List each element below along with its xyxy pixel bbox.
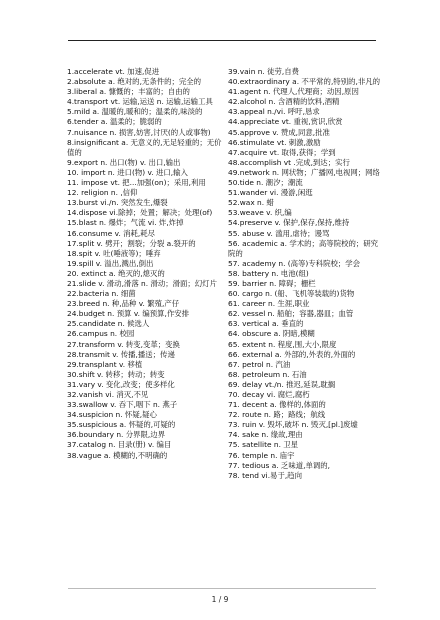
vocabulary-entry: 56. academic a. 学术的；高等院校的；研究院的 [228, 238, 379, 258]
vocabulary-entry: 61. career n. 生涯,职业 [228, 299, 310, 309]
vocabulary-entry: 78. tend vi.易于,趋向 [228, 470, 302, 480]
vocabulary-entry: 7.nuisance n. 损害,妨害,讨厌(的人或事物) [67, 127, 211, 137]
vocabulary-entry: 41.agent n. 代理人,代理商；动因,原因 [228, 87, 359, 97]
vocabulary-entry: 54.preserve v. 保护,保存,保持,维持 [228, 218, 350, 228]
vocabulary-entry: 62. vessel n. 船舶；容器,器皿；血管 [228, 309, 354, 319]
vocabulary-entry: 36.boundary n. 分界限,边界 [67, 430, 166, 440]
vocabulary-entry: 26.campus n. 校园 [67, 329, 135, 339]
vocabulary-entry: 20. extinct a. 绝灭的,熄灭的 [67, 268, 165, 278]
vocabulary-entry: 57. academy n. (高等)专科院校；学会 [228, 258, 361, 268]
vocabulary-entry: 70. decay vi. 腐烂,腐朽 [228, 390, 310, 399]
vocabulary-entry: 14.dispose vi.除掉；处置；解决；处理(of) [67, 208, 213, 218]
vocabulary-entry: 40.extraordinary a. 不平常的,特别的,非凡的 [228, 77, 380, 87]
vocabulary-entry: 71. decent a. 像样的,体面的 [228, 400, 326, 410]
vocabulary-entry: 13.burst vi./n. 突然发生,爆裂 [67, 198, 168, 208]
vocabulary-entry: 76. temple n. 庙宇 [228, 450, 295, 460]
vocabulary-entry: 45.approve v. 赞成,同意,批准 [228, 127, 330, 137]
vocabulary-entry: 50.tide n. 潮汐；潮流 [228, 178, 303, 188]
vocabulary-entry: 58. battery n. 电池(组) [228, 268, 309, 278]
vocabulary-entry: 67. petrol n. 汽油 [228, 359, 291, 369]
vocabulary-entry: 5.mild a. 温暖的,暖和的；温柔的,味淡的 [67, 107, 203, 117]
vocabulary-entry: 25.candidate n. 候选人 [67, 319, 150, 329]
vocabulary-entry: 18.spit v. 吐(唾液等)；唾弃 [67, 248, 161, 258]
page-number: 1 / 9 [211, 595, 229, 604]
vocabulary-entry: 42.alcohol n. 含酒精的饮料,酒精 [228, 97, 340, 107]
vocabulary-entry: 38.vague a. 模糊的,不明确的 [67, 450, 168, 460]
vocabulary-entry: 6.tender a. 温柔的；脆弱的 [67, 117, 162, 127]
vocabulary-entry: 74. sake n. 缘故,理由 [228, 430, 303, 440]
vocabulary-entry: 28.transmit v. 传播,播送；传递 [67, 349, 175, 359]
vocabulary-entry: 53.weave v. 织,编 [228, 208, 292, 218]
vocabulary-entry: 65. extent n. 程度,围,大小,限度 [228, 339, 337, 349]
vocabulary-entry: 77. tedious a. 乏味道,单调的, [228, 460, 330, 470]
vocabulary-entry: 59. barrier n. 障碍；栅栏 [228, 278, 316, 288]
vocabulary-entry: 30.shift v. 转移；转动；转变 [67, 369, 165, 379]
vocabulary-entry: 10. import n. 进口(物) v. 进口,输入 [67, 167, 188, 177]
vocabulary-entry: 21.slide v. 滑动,滑落 n. 滑动；滑面；幻灯片 [67, 278, 217, 288]
header-rule [68, 40, 376, 41]
vocabulary-entry: 22.bacteria n. 细菌 [67, 289, 136, 299]
vocabulary-entry: 66. external a. 外部的,外表的,外面的 [228, 349, 356, 359]
vocabulary-entry: 43.appeal n./vi. 呼吁,恳求 [228, 107, 320, 117]
vocabulary-entry: 3.liberal a. 慷慨的；丰富的；自由的 [67, 87, 190, 97]
vocabulary-entry: 64. obscure a. 阴暗,模糊 [228, 329, 315, 339]
vocabulary-entry: 37.catalog n. 目录(册) v. 编目 [67, 440, 172, 450]
vocabulary-entry: 46.stimulate vt. 刺激,激励 [228, 137, 321, 147]
vocabulary-entry: 29.transplant v. 移植 [67, 359, 143, 369]
vocabulary-entry: 27.transform v. 转变,变革；变换 [67, 339, 180, 349]
vocabulary-entry: 16.consume v. 消耗,耗尽 [67, 228, 156, 238]
vocabulary-entry: 17.split v. 劈开；割裂；分裂 a.裂开的 [67, 238, 196, 248]
vocabulary-entry: 15.blast n. 爆炸；气流 vi. 炸,炸掉 [67, 218, 184, 228]
vocabulary-entry: 34.suspicion n. 怀疑,疑心 [67, 410, 157, 420]
vocabulary-entry: 44.appreciate vt. 重视,赏识,欣赏 [228, 117, 343, 127]
vocabulary-entry: 68. petroleum n. 石油 [228, 369, 307, 379]
vocabulary-entry: 9.export n. 出口(物) v. 出口,输出 [67, 157, 181, 167]
vocabulary-column-left [67, 67, 225, 461]
vocabulary-entry: 51.wander vi. 漫游,闲逛 [228, 188, 313, 198]
vocabulary-entry: 12. religion n. ,信仰 [67, 188, 138, 198]
vocabulary-entry: 35.suspicious a. 怀疑的,可疑的 [67, 420, 176, 430]
vocabulary-entry: 75. satellite n. 卫星 [228, 440, 299, 450]
vocabulary-entry: 19.spill v. 溢出,溅出,倒出 [67, 258, 154, 268]
vocabulary-entry: 52.wax n. 蜡 [228, 198, 274, 208]
vocabulary-entry: 1.accelerate vt. 加速,促进 [67, 67, 160, 76]
vocabulary-entry: 24.budget n. 预算 v. 编预算,作安排 [67, 309, 190, 319]
vocabulary-entry: 73. ruin v. 毁坏,破坏 n. 毁灭,[pl.]废墟 [228, 420, 358, 430]
footer-rule [68, 588, 376, 589]
vocabulary-entry: 72. route n. 路；路线；航线 [228, 410, 326, 420]
vocabulary-entry: 47.acquire vt. 取得,获得；学到 [228, 147, 336, 157]
vocabulary-entry: 60. cargo n. (船、飞机等装载的)货物 [228, 289, 355, 299]
vocabulary-entry: 4.transport vt. 运输,运送 n. 运输,运输工具 [67, 97, 213, 107]
vocabulary-entry: 2.absolute a. 绝对的,无条件的；完全的 [67, 77, 202, 87]
vocabulary-entry: 55. abuse v. 滥用,虐待；谩骂 [228, 228, 330, 238]
vocabulary-entry: 49.network n. 网状物；广播网,电视网；网络 [228, 167, 380, 177]
vocabulary-entry: 31.vary v. 变化,改变；使多样化 [67, 379, 175, 389]
vocabulary-column-right [228, 67, 384, 481]
vocabulary-entry: 39.vain n. 徒劳,自费 [228, 67, 300, 76]
vocabulary-entry: 32.vanish vi. 消灭,不见 [67, 390, 149, 399]
vocabulary-entry: 11. impose vt. 把...加强(on)；采用,利用 [67, 178, 206, 188]
vocabulary-entry: 48.accomplish vt .完成,到达；实行 [228, 157, 350, 167]
vocabulary-entry: 23.breed n. 种,品种 v. 繁殖,产仔 [67, 299, 180, 309]
vocabulary-entry: 33.swallow v. 吞下,咽下 n. 燕子 [67, 400, 178, 410]
vocabulary-entry: 8.insignificant a. 无意义的,无足轻重的；无价值的 [67, 137, 222, 157]
vocabulary-entry: 63. vertical a. 垂直的 [228, 319, 304, 329]
vocabulary-entry: 69. delay vt./n. 推迟,延误,耽搁 [228, 379, 336, 389]
